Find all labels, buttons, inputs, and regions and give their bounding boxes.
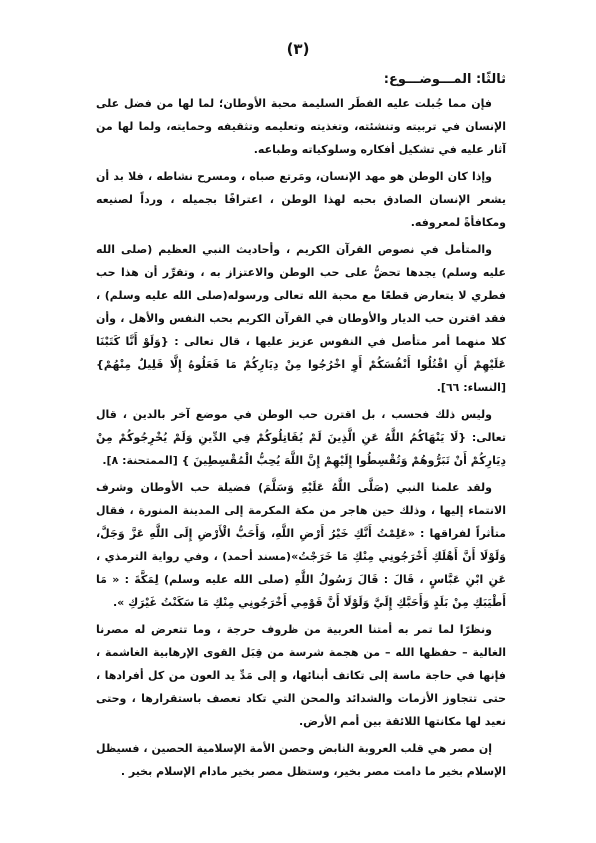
paragraph-5: ولقد علمنا النبي (صَلَّى اللَّهُ عَلَيْهِ وَسَلَّمَ) فضيلة حب الأوطان وشرف الانتماء إليها ، وذلك حين هاجر من مكة المكرمة إلى المدينة المنورة ، فقال متأثراً لفراقها : «عَلِمْتُ أَنَّكِ خَيْرُ أَرْضِ اللَّهِ، وَأَحَبُّ الْأَرْضِ إِلَى اللَّهِ عَزَّ وَجَلَّ، وَلَوْلَا أَنَّ أَهْلَكِ أَخْرَجُونِي مِنْكِ مَا خَرَجْتُ»(مسند أحمد) ، وفي رواية الترمذي ، عَنِ ابْنِ عَبَّاسٍ ، قَالَ : قَالَ رَسُولُ اللَّهِ (صلى الله عليه وسلم) لِمَكَّةَ : « مَا أَطْيَبَكِ مِنْ بَلَدٍ وَأَحَبَّكِ إِلَيَّ وَلَوْلَا أَنَّ قَوْمِي أَخْرَجُونِي مِنْكِ مَا سَكَنْتُ غَيْرَكِ ». bbox=[96, 481, 506, 609]
page-number: (٣) bbox=[286, 40, 310, 58]
paragraph-6: ونظرًا لما تمر به أمتنا العربية من ظروف حرجة ، وما تتعرض له مصرنا الغالية – حفظها الله – من هجمة شرسة من قِبَل القوى الإرهابية الغاشمة ، فإنها في حاجة ماسة إلى تكاتف أبنائها، و إلى مَدِّ يد العون من كل أفرادها ، حتى تتجاوز الأزمات والشدائد والمحن التي تكاد تعصف باستقرارها ، وحتى نعيد لها مكانتها اللائقة بين أمم الأرض. bbox=[96, 623, 506, 728]
section-heading: ثالثًا: المـــوضـــوع: bbox=[383, 72, 506, 87]
paragraph-3: والمتأمل في نصوص القرآن الكريم ، وأحاديث النبي العظيم (صلى الله عليه وسلم) يجدها تحضُّ على حب الوطن والاعتزاز به ، وتقرِّر أن هذا حب فطري لا يتعارض قطعًا مع محبة الله تعالى ورسوله(صلى الله عليه وسلم) ، فقد اقترن حب الديار والأوطان في القرآن الكريم بحب النفس والأهل ، وأن كلا منهما أمر متأصل في النفوس عزيز عليها ، قال تعالى : {وَلَوْ أَنَّا كَتَبْنَا عَلَيْهِمْ أَنِ اقْتُلُوا أَنْفُسَكُمْ أَوِ اخْرُجُوا مِنْ دِيَارِكُمْ مَا فَعَلُوهُ إِلَّا قَلِيلٌ مِنْهُمْ} [النساء: ٦٦]. bbox=[96, 243, 506, 394]
paragraph-4: وليس ذلك فحسب ، بل اقترن حب الوطن في موضع آخر بالدين ، قال تعالى: {لَا يَنْهَاكُمُ اللَّهُ عَنِ الَّذِينَ لَمْ يُقَاتِلُوكُمْ فِي الدِّينِ وَلَمْ يُخْرِجُوكُمْ مِنْ دِيَارِكُمْ أَنْ تَبَرُّوهُمْ وَتُقْسِطُوا إِلَيْهِمْ إِنَّ اللَّهَ يُحِبُّ الْمُقْسِطِينَ } [الممتحنة: ٨]. bbox=[96, 408, 506, 467]
document-body bbox=[96, 68, 506, 787]
paragraph-2: وإذا كان الوطن هو مهد الإنسان، ومَرتع صباه ، ومسرح نشاطه ، فلا بد أن يشعر الإنسان الصادق بحبه لهذا الوطن ، اعترافًا بجميله ، ورداً لصنيعه ومكافأةً لمعروفه. bbox=[96, 170, 506, 229]
paragraph-1: فإن مما جُبلت عليه الفطَر السليمة محبة الأوطان؛ لما لها من فضل على الإنسان في تربيته وتنشئته، وتغذيته وتعليمه وتثقيفه وحمايته، ولما لها من آثار عليه في تشكيل أفكاره وسلوكياته وطباعه. bbox=[96, 97, 506, 156]
paragraph-7: إن مصر هي قلب العروبة النابض وحصن الأمة الإسلامية الحصين ، فسيظل الإسلام بخير ما دامت مصر بخير، وستظل مصر بخير مادام الإسلام بخير . bbox=[96, 742, 506, 778]
